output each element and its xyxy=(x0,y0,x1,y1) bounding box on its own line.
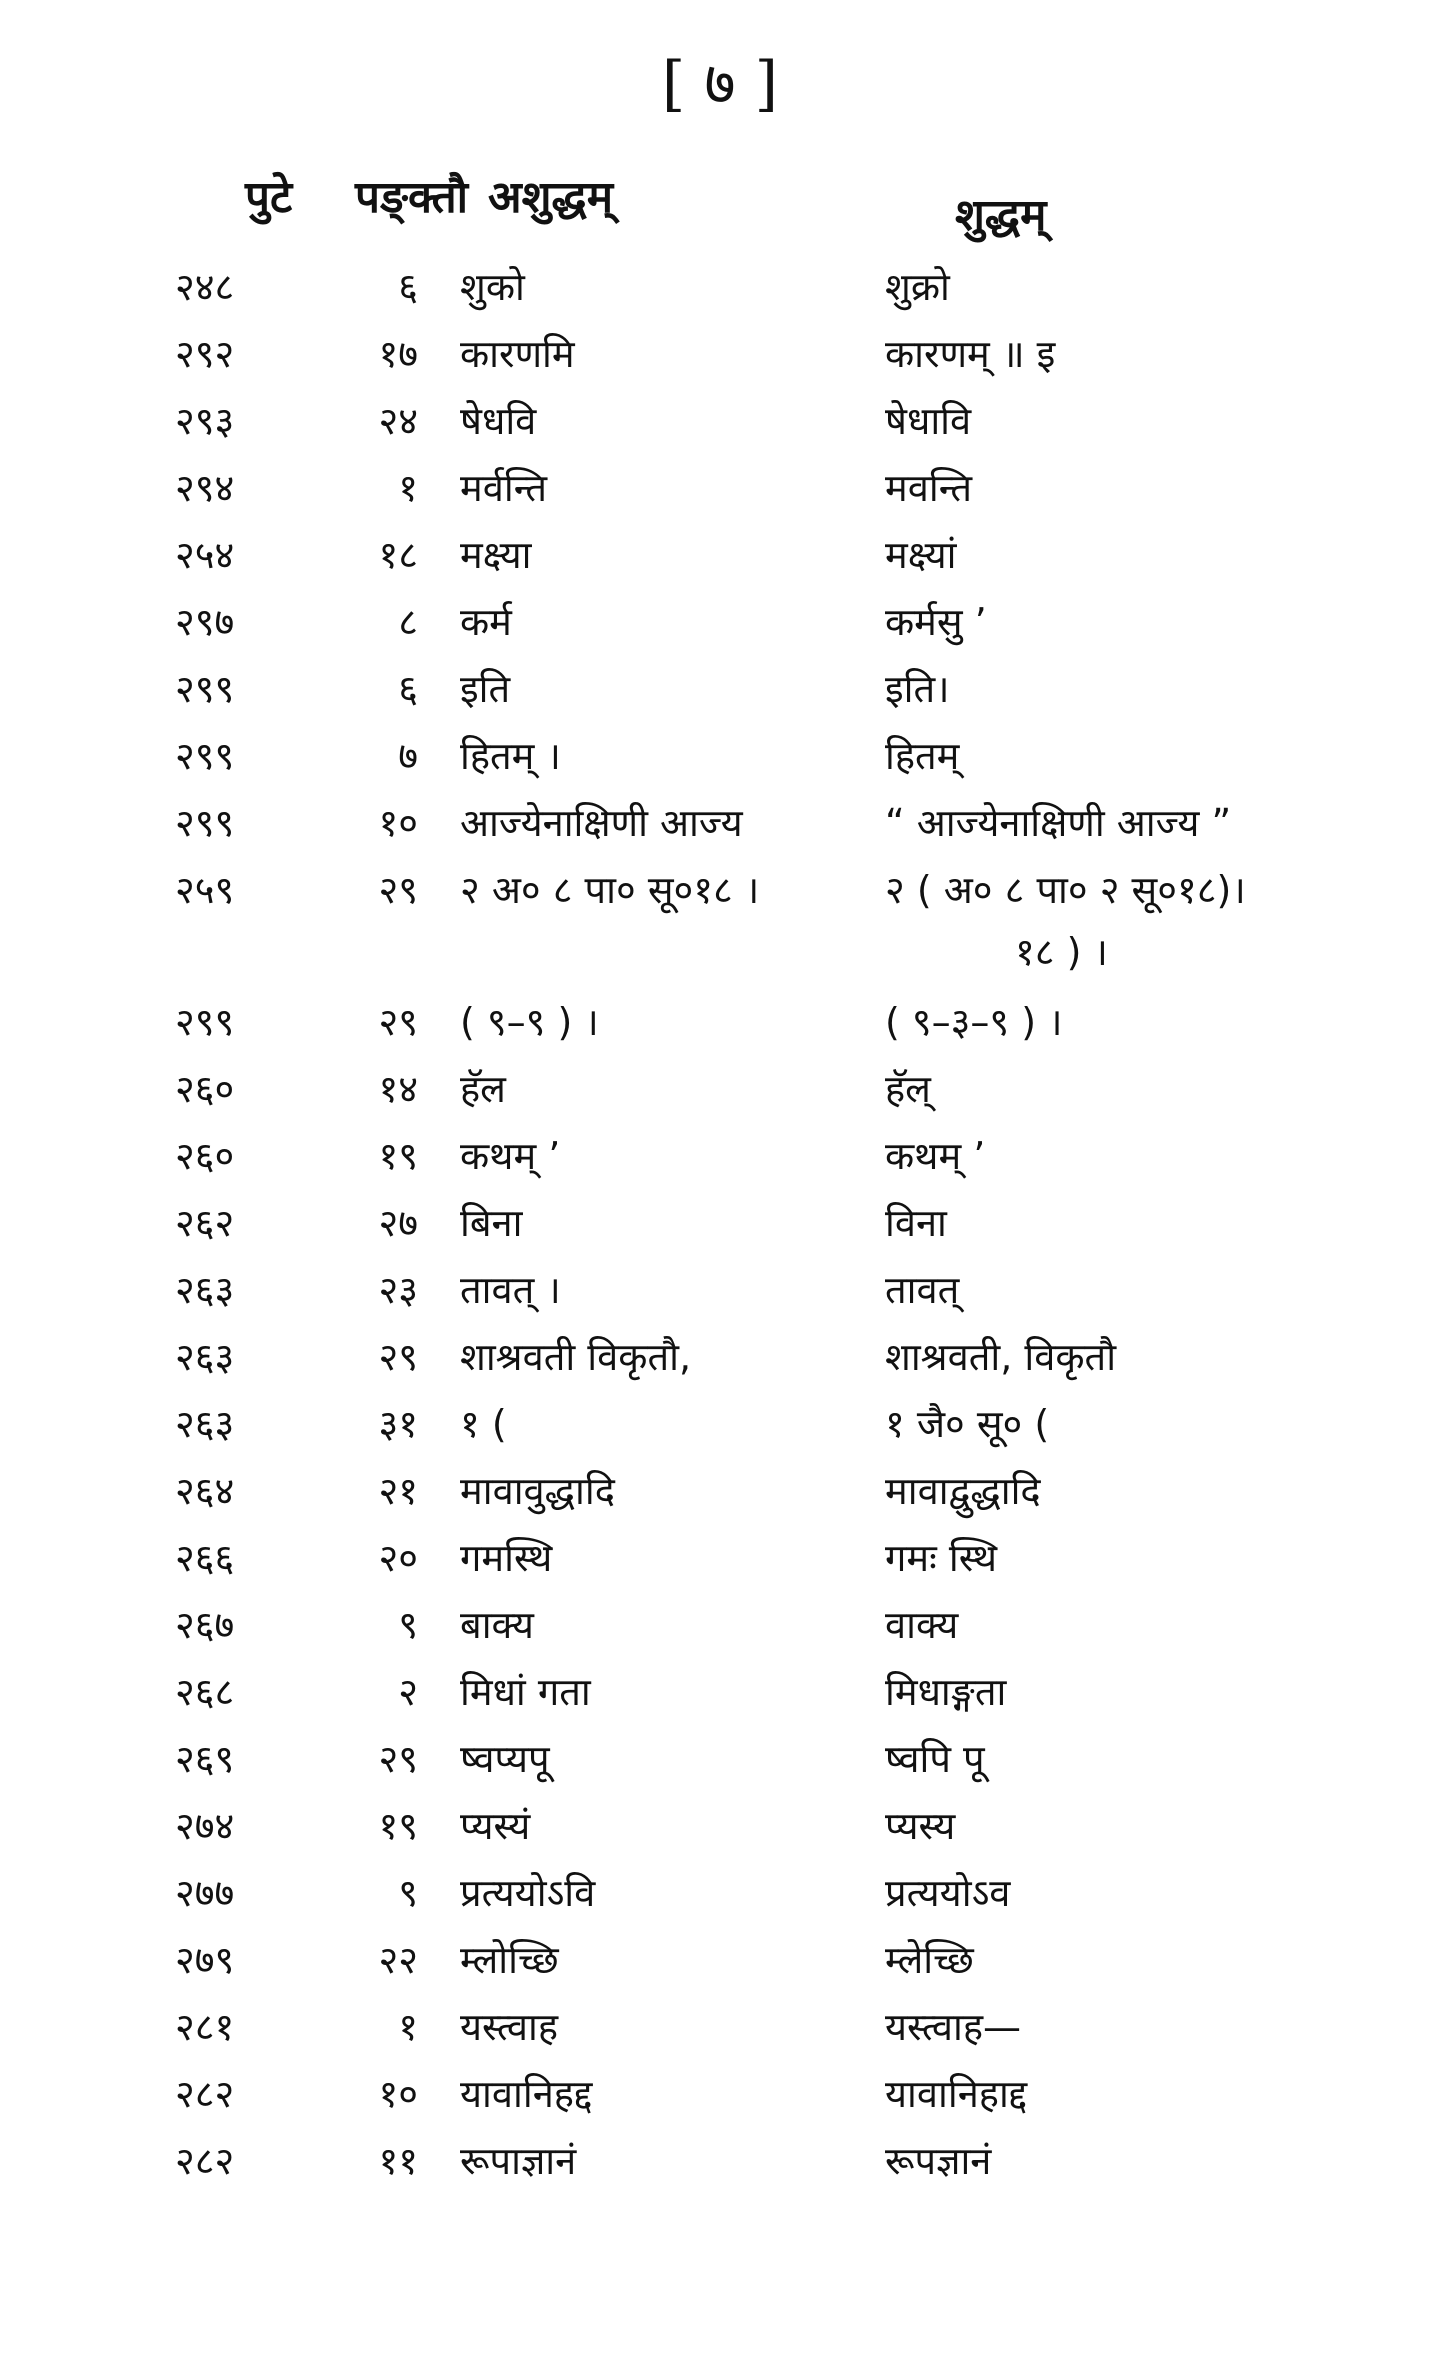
line-cell: २९ xyxy=(378,1000,418,1044)
incorrect-cell: प्रत्ययोऽवि xyxy=(460,1871,596,1915)
line-cell: २ xyxy=(398,1670,418,1714)
correct-cell: यस्त्वाह— xyxy=(885,2005,1022,2049)
page-cell: २८१ xyxy=(175,2005,235,2049)
page-cell: २७४ xyxy=(175,1804,235,1848)
table-row xyxy=(0,1732,1440,1799)
correct-cell: ( ९–३–९ ) । xyxy=(885,1000,1063,1044)
incorrect-cell: बिना xyxy=(460,1201,523,1245)
incorrect-cell: शाश्रवती विकृतौ, xyxy=(460,1335,692,1379)
incorrect-cell: बाक्य xyxy=(460,1603,534,1647)
incorrect-cell: ( ९–९ ) । xyxy=(460,1000,599,1044)
correct-cell: रूपज्ञानं xyxy=(885,2139,992,2183)
page-cell: २५९ xyxy=(175,868,235,912)
table-row xyxy=(0,1397,1440,1464)
correct-cell: यावानिहाद्द xyxy=(885,2072,1028,2116)
table-row xyxy=(0,1196,1440,1263)
table-row xyxy=(0,2134,1440,2201)
table-row xyxy=(0,1598,1440,1665)
table-row xyxy=(0,1799,1440,1866)
header-correct: शुद्धम् xyxy=(955,190,1047,241)
line-cell: १९ xyxy=(378,1134,418,1178)
correct-cell: मावाद्वुद्धादि xyxy=(885,1469,1041,1513)
incorrect-cell: मिधां गता xyxy=(460,1670,591,1714)
table-row xyxy=(0,1933,1440,2000)
line-cell: १४ xyxy=(378,1067,418,1111)
table-header xyxy=(0,165,1440,245)
table-row xyxy=(0,595,1440,662)
line-cell: १९ xyxy=(378,1804,418,1848)
table-row xyxy=(0,1062,1440,1129)
correct-cell: कारणम् ॥ इ xyxy=(885,332,1056,376)
line-cell: २३ xyxy=(378,1268,418,1312)
table-row xyxy=(0,1665,1440,1732)
correct-cell: शाश्रवती, विकृतौ xyxy=(885,1335,1117,1379)
incorrect-cell: प्यस्यं xyxy=(460,1804,531,1848)
incorrect-cell: कारणमि xyxy=(460,332,575,376)
page-cell: २९९ xyxy=(175,667,235,711)
incorrect-cell: मावावुद्धादि xyxy=(460,1469,615,1513)
line-cell: ८ xyxy=(398,600,418,644)
page-cell: २७७ xyxy=(175,1871,235,1915)
table-row xyxy=(0,995,1440,1062)
incorrect-cell: हॅल xyxy=(460,1067,506,1111)
page-cell: २६६ xyxy=(175,1536,235,1580)
correct-cell: मिधाङ्गता xyxy=(885,1670,1007,1714)
page-cell: २६३ xyxy=(175,1335,235,1379)
table-row xyxy=(0,729,1440,796)
line-cell: २० xyxy=(378,1536,418,1580)
page-cell: २६३ xyxy=(175,1402,235,1446)
page-cell: २६२ xyxy=(175,1201,235,1245)
correct-cell: मवन्ति xyxy=(885,466,973,510)
incorrect-cell: गमस्थि xyxy=(460,1536,553,1580)
page-cell: २६३ xyxy=(175,1268,235,1312)
incorrect-cell: षेधवि xyxy=(460,399,537,443)
table-row xyxy=(0,2000,1440,2067)
line-cell: १० xyxy=(378,2072,418,2116)
line-cell: १७ xyxy=(378,332,418,376)
incorrect-cell: यावानिहद्द xyxy=(460,2072,593,2116)
correct-cell: इति। xyxy=(885,667,950,711)
incorrect-cell: १ ( xyxy=(460,1402,507,1446)
page-cell: २६४ xyxy=(175,1469,235,1513)
table-row xyxy=(0,1531,1440,1598)
correct-cell: प्रत्ययोऽव xyxy=(885,1871,1011,1915)
correct-cell: ष्वपि पू xyxy=(885,1737,985,1781)
line-cell: २९ xyxy=(378,1335,418,1379)
page-cell: २९२ xyxy=(175,332,235,376)
correct-cell: विना xyxy=(885,1201,947,1245)
page-cell: २६७ xyxy=(175,1603,235,1647)
page-cell: २६० xyxy=(175,1134,235,1178)
line-cell: २४ xyxy=(378,399,418,443)
table-row xyxy=(0,863,1440,995)
incorrect-cell: रूपाज्ञानं xyxy=(460,2139,577,2183)
page-cell: २९९ xyxy=(175,801,235,845)
page-cell: २६९ xyxy=(175,1737,235,1781)
table-row xyxy=(0,327,1440,394)
correct-cell: षेधावि xyxy=(885,399,972,443)
correct-cell: तावत् xyxy=(885,1268,960,1312)
line-cell: ६ xyxy=(398,265,418,309)
correct-cell: हॅल् xyxy=(885,1067,931,1111)
line-cell: २१ xyxy=(378,1469,418,1513)
incorrect-cell: मर्वन्ति xyxy=(460,466,548,510)
correct-cell: २ ( अ० ८ पा० २ सू०१८)। xyxy=(885,868,1246,912)
page-cell: २९९ xyxy=(175,734,235,778)
correct-cell: कथम् ’ xyxy=(885,1134,986,1178)
correct-cell: मक्ष्यां xyxy=(885,533,957,577)
page-cell: २८२ xyxy=(175,2139,235,2183)
page-cell: २६० xyxy=(175,1067,235,1111)
correct-cell: शुक्रो xyxy=(885,265,950,309)
table-row xyxy=(0,1330,1440,1397)
page-cell: २९९ xyxy=(175,1000,235,1044)
incorrect-cell: ष्वप्यपू xyxy=(460,1737,550,1781)
errata-table xyxy=(0,260,1440,2201)
table-row xyxy=(0,662,1440,729)
page-cell: २४८ xyxy=(175,265,235,309)
page-cell: २९७ xyxy=(175,600,235,644)
correct-cell: हितम् xyxy=(885,734,960,778)
line-cell: १ xyxy=(398,2005,418,2049)
incorrect-cell: कर्म xyxy=(460,600,512,644)
incorrect-cell: कथम् ’ xyxy=(460,1134,561,1178)
correct-cell: वाक्य xyxy=(885,1603,959,1647)
page-number: [ ७ ] xyxy=(661,49,779,119)
line-cell: १ xyxy=(398,466,418,510)
correct-cell: कर्मसु ’ xyxy=(885,600,987,644)
correct-cell: प्यस्य xyxy=(885,1804,956,1848)
line-cell: ९ xyxy=(398,1603,418,1647)
header-page: पुटे xyxy=(245,172,293,223)
line-cell: २९ xyxy=(378,1737,418,1781)
line-cell: ११ xyxy=(378,2139,418,2183)
page-cell: २८२ xyxy=(175,2072,235,2116)
incorrect-cell: म्लोच्छि xyxy=(460,1938,559,1982)
incorrect-cell: तावत् । xyxy=(460,1268,561,1312)
header-incorrect: अशुद्धम् xyxy=(488,172,614,223)
correct-cell-continued: १८ ) । xyxy=(1015,930,1108,974)
line-cell: ७ xyxy=(398,734,418,778)
table-row xyxy=(0,1866,1440,1933)
incorrect-cell: २ अ० ८ पा० सू०१८ । xyxy=(460,868,760,912)
line-cell: ९ xyxy=(398,1871,418,1915)
table-row xyxy=(0,1129,1440,1196)
incorrect-cell: मक्ष्या xyxy=(460,533,532,577)
table-row xyxy=(0,2067,1440,2134)
page-cell: २६८ xyxy=(175,1670,235,1714)
correct-cell: गमः स्थि xyxy=(885,1536,998,1580)
header-line: पङ्क्तौ xyxy=(355,172,469,223)
table-row xyxy=(0,260,1440,327)
line-cell: २७ xyxy=(378,1201,418,1245)
page-cell: २७९ xyxy=(175,1938,235,1982)
table-row xyxy=(0,461,1440,528)
table-row xyxy=(0,1263,1440,1330)
correct-cell: १ जै० सू० ( xyxy=(885,1402,1050,1446)
incorrect-cell: शुको xyxy=(460,265,525,309)
table-row xyxy=(0,796,1440,863)
page-cell: २९४ xyxy=(175,466,235,510)
line-cell: १० xyxy=(378,801,418,845)
page-cell: २९३ xyxy=(175,399,235,443)
incorrect-cell: आज्येनाक्षिणी आज्य xyxy=(460,801,743,845)
line-cell: २९ xyxy=(378,868,418,912)
incorrect-cell: यस्त्वाह xyxy=(460,2005,559,2049)
line-cell: २२ xyxy=(378,1938,418,1982)
page-cell: २५४ xyxy=(175,533,235,577)
correct-cell: “ आज्येनाक्षिणी आज्य ” xyxy=(885,801,1232,845)
line-cell: १८ xyxy=(378,533,418,577)
incorrect-cell: हितम् । xyxy=(460,734,561,778)
table-row xyxy=(0,528,1440,595)
table-row xyxy=(0,1464,1440,1531)
incorrect-cell: इति xyxy=(460,667,511,711)
correct-cell: म्लेच्छि xyxy=(885,1938,974,1982)
line-cell: ३१ xyxy=(378,1402,418,1446)
line-cell: ६ xyxy=(398,667,418,711)
table-row xyxy=(0,394,1440,461)
